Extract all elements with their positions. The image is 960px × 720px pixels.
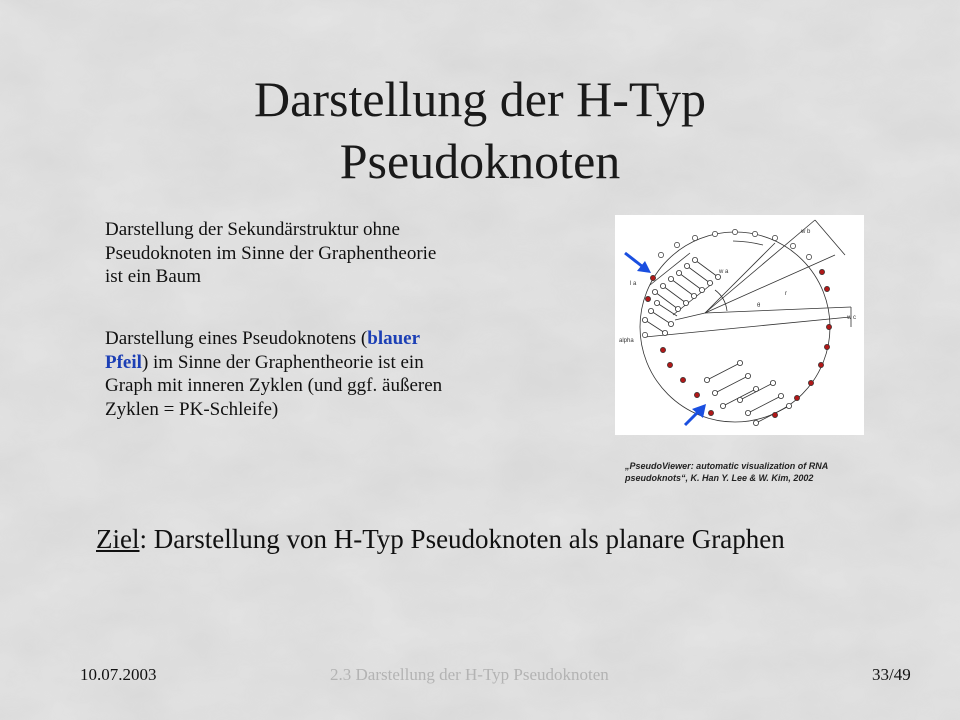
goal-statement (96, 522, 836, 556)
title-line-1: Darstellung der H-Typ (254, 71, 706, 127)
footer-page-number: 33/49 (872, 665, 911, 684)
footer-section: 2.3 Darstellung der H-Typ Pseudoknoten (330, 665, 609, 684)
title-line-2: Pseudoknoten (339, 133, 621, 189)
label-wa: w a (719, 269, 729, 275)
paragraph-tree: Darstellung der Sekundärstruktur ohne Pseudoknoten im Sinne der Graphentheorie ist ein Baum (105, 219, 437, 287)
paragraph-pseudoknot-part2: ) im Sinne der Graphentheorie ist ein Graph mit inneren Zyklen (und ggf. äußeren Zyklen = PK-Schleife) (105, 351, 443, 420)
goal-label: Ziel (96, 524, 140, 554)
paragraph-pseudoknot (105, 327, 450, 421)
label-alpha: alpha (619, 338, 634, 344)
figure-caption: „PseudoViewer: automatic visualization of RNA pseudoknots“, K. Han Y. Lee & W. Kim, 2002 (625, 461, 828, 483)
blue-arrow-highlight: blauer Pfeil (105, 328, 420, 373)
label-wb: w b (801, 229, 811, 235)
label-r: r (785, 291, 787, 297)
footer-date: 10.07.2003 (80, 665, 157, 684)
pseudoknot-figure (615, 215, 864, 435)
label-wc: w c (847, 315, 856, 321)
label-theta: θ (757, 303, 761, 309)
goal-text: : Darstellung von H-Typ Pseudoknoten als planare Graphen (139, 524, 785, 554)
paragraph-pseudoknot-part1: Darstellung eines Pseudoknotens ( (105, 328, 368, 349)
slide-title (120, 68, 840, 192)
label-la: l a (630, 281, 637, 287)
